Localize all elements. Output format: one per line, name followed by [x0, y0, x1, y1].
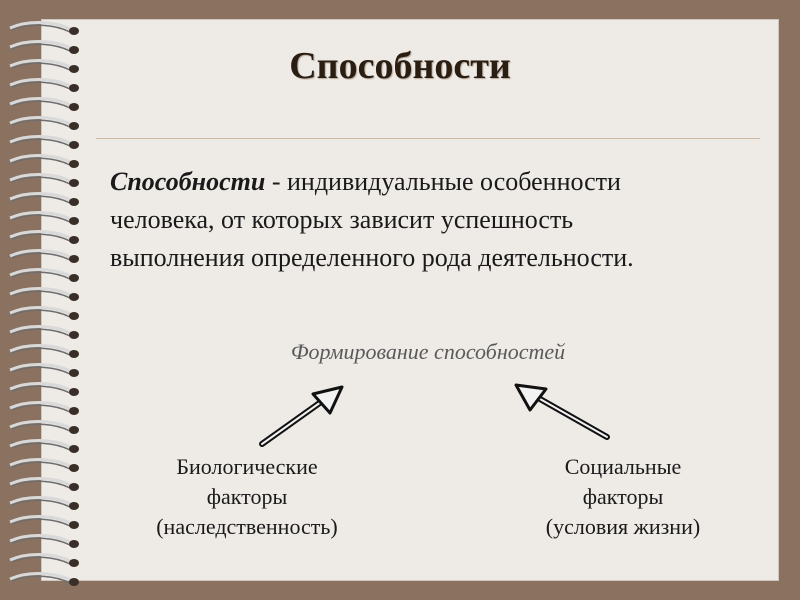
biological-factors — [117, 452, 377, 542]
biological-factors-line-2: факторы — [206, 484, 288, 509]
social-factors-line-1: Социальные — [564, 454, 682, 479]
definition-line-2: человека, от которых зависит успешность — [110, 205, 574, 234]
social-factors — [493, 452, 753, 542]
social-factors-line-3: (условия жизни) — [545, 514, 701, 539]
left-arrow-icon — [262, 387, 342, 444]
slide-title: Способности — [289, 45, 511, 87]
definition-line-1: - индивидуальные особенности — [265, 167, 621, 196]
social-factors-line-2: факторы — [582, 484, 664, 509]
formation-label: Формирование способностей — [290, 339, 566, 364]
right-arrow-icon — [516, 385, 607, 437]
definition-term: Способности — [110, 167, 266, 196]
biological-factors-line-1: Биологические — [176, 454, 318, 479]
biological-factors-line-3: (наследственность) — [156, 514, 338, 539]
definition-line-3: выполнения определенного рода деятельности. — [110, 243, 634, 272]
